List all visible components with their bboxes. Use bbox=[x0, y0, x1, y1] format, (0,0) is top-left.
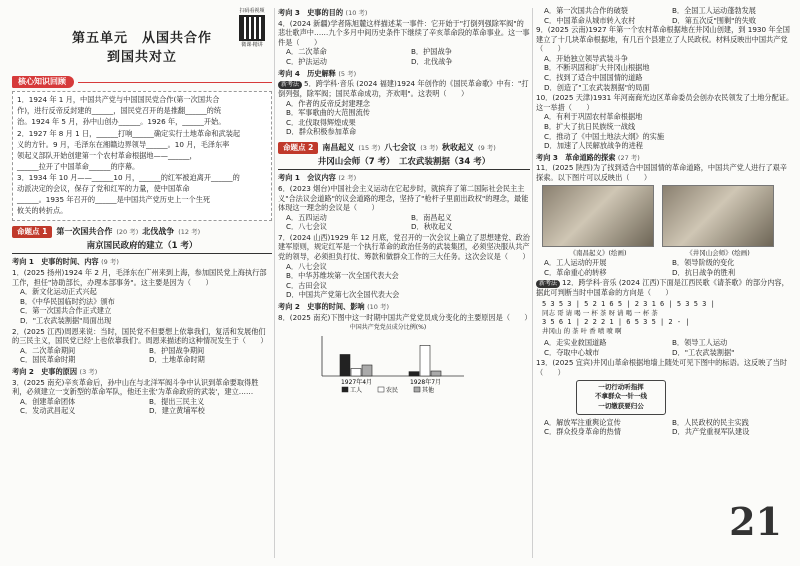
bar-工人 bbox=[340, 355, 350, 377]
legend-swatch bbox=[342, 387, 348, 392]
option[interactable]: B．护国战争期间 bbox=[149, 345, 205, 355]
option[interactable]: C．第一次国共合作正式建立 bbox=[20, 306, 112, 316]
option[interactable]: D．抗日战争的胜利 bbox=[672, 267, 736, 277]
legend-label: 农民 bbox=[386, 387, 399, 395]
option[interactable]: B．领导工人运动 bbox=[672, 338, 728, 348]
bar-其他 bbox=[431, 371, 441, 376]
direction-heading: 考向 3 革命道路的探索 (27 考) bbox=[536, 152, 640, 162]
unit-title: 第五单元 从国共合作 到国共对立 bbox=[71, 31, 212, 65]
option[interactable]: C．发动武昌起义 bbox=[20, 406, 76, 416]
option[interactable]: A．有利于巩固农村革命根据地 bbox=[544, 112, 643, 122]
option[interactable]: A．二次革命 bbox=[286, 47, 327, 57]
option[interactable]: D．建立黄埔军校 bbox=[149, 406, 205, 416]
option[interactable]: C．群众投身革命的热情 bbox=[544, 427, 621, 437]
option[interactable]: C．八七会议 bbox=[286, 222, 327, 232]
question-8: 8．(2025 南充)下图中这一时期中国共产党党员成分变化的主要原因是（ ） bbox=[278, 312, 532, 322]
option[interactable]: B．《中华民国临时约法》颁布 bbox=[20, 296, 115, 306]
option[interactable]: D．"工农武装割据"局面出现 bbox=[20, 315, 112, 325]
option[interactable]: B．中华苏维埃第一次全国代表大会 bbox=[286, 271, 399, 281]
jinggangshan-meeting-painting bbox=[662, 185, 774, 247]
option[interactable]: D．创造了"工农武装割据"的局面 bbox=[544, 82, 650, 92]
direction-heading: 考向 1 会议内容 (2 考) bbox=[278, 173, 357, 183]
question-13: 13．(2025 宜宾)井冈山革命根据地墙上随处可见下图中的标语。这反映了当时（ ） 一切行动听指挥 不拿群众一针一线 一切缴获要归公 A．解放军注重舆论宣传 B．人民政权的民主实践 C．群众投身革命的热情 D．共产党重视军队建设 bbox=[536, 358, 794, 437]
image-caption: 《井冈山会师》(绘画) bbox=[686, 249, 750, 258]
option[interactable]: B．护国战争 bbox=[411, 47, 452, 57]
legend-label: 其他 bbox=[422, 387, 435, 395]
option[interactable]: B．全国工人运动蓬勃发展 bbox=[672, 6, 756, 15]
image-caption: 《南昌起义》(绘画) bbox=[569, 249, 627, 258]
option[interactable]: D．第五次反"围剿"的失败 bbox=[672, 15, 757, 25]
question-9: 9．(2025 云南)1927 年第一个农村革命根据地在井冈山创建，到 1930 年全国建立了十几块革命根据地，有几百个县建立了人民政权。材料反映出中国共产党（ ） A．开始独立领导武装斗争 B．不断巩固和扩大井冈山根据地 C．找到了适合中国国情的道路 D．创造了"工农武装割据"的局面 bbox=[536, 25, 794, 92]
slogan-board: 一切行动听指挥 不拿群众一针一线 一切缴获要归公 bbox=[576, 380, 666, 415]
party-composition-chart bbox=[308, 324, 468, 401]
bar-chart-svg bbox=[308, 332, 468, 398]
music-score: 5 3 5 3 | 5 2 1 6 5 | 2 3 1 6 | 5 3 5 3 | 同志 哥 请 喝 一 杯 茶 呀 请 喝 一 杯 茶 3 5 6 1 | 2 2 2 1 | 6 5 3 5 | 2 - | 井冈山 的 茶 叶 香 喷 喷 啊 bbox=[542, 299, 715, 336]
question-2: 2．(2025 江西)周恩来说：当时，国民党不但要想上依靠我们，复活和发展他们的三民主义，国民党已经'上也依靠我们'。周恩来描述的这种情况发生于（ ） A．二次革命期间 B．护国战争期间 C．国民革命时期 D．土地革命时期 bbox=[12, 327, 272, 365]
option[interactable]: D．北伐战争 bbox=[411, 56, 453, 66]
option[interactable]: C．中国革命从城市转入农村 bbox=[544, 15, 636, 25]
option[interactable]: C．推动了《中国土地法大纲》的实施 bbox=[544, 131, 665, 141]
question-10: 10．(2025 天津)1931 年河南商光边区革命委员会创办农民领发了土地分配证。这一举措（ ） A．有利于巩固农村革命根据地 B．扩大了抗日民族统一战线 C．推动了《中国土地法大纲》的实施 D．加速了人民解放战争的进程 bbox=[536, 93, 794, 151]
left-column bbox=[12, 6, 272, 562]
question-4: 4．(2024 新疆)学者陈旭麓这样描述某一事件：它开始于"打倒列强除军阀"的悲壮歌声中……九个多月中间历史条件下继续了辛亥革命段的革命事业。这一事件是（ ） A．二次革命 B．护国战争 C．护法运动 D．北伐战争 bbox=[278, 18, 530, 66]
direction-heading: 考向 1 史事的时间、内容 (9 考) bbox=[12, 257, 119, 267]
legend-swatch bbox=[414, 387, 420, 392]
page-number: 21 bbox=[729, 499, 782, 544]
option[interactable]: A．五四运动 bbox=[286, 212, 327, 222]
option[interactable]: A．工人运动的开展 bbox=[544, 258, 607, 268]
qr-code[interactable]: 扫码看视频 微课·精讲 bbox=[239, 8, 265, 48]
topic-heading-1: 命题点 1 第一次国共合作 (20 考) 北伐战争 (12 考) bbox=[12, 226, 272, 238]
category-label: 1927年4月 bbox=[340, 379, 373, 387]
option[interactable]: B．领导阶级的变化 bbox=[672, 258, 735, 268]
option[interactable]: B．扩大了抗日民族统一战线 bbox=[544, 121, 636, 131]
bar-农民 bbox=[351, 369, 361, 376]
option[interactable]: A．开始独立领导武装斗争 bbox=[544, 53, 628, 63]
option[interactable]: C．北伐取得辉煌成果 bbox=[286, 117, 356, 127]
option[interactable]: D．共产党重视军队建设 bbox=[672, 427, 750, 437]
option[interactable]: C．找到了适合中国国情的道路 bbox=[544, 73, 643, 83]
question-8-options bbox=[536, 6, 794, 25]
option[interactable]: D．"工农武装割据" bbox=[672, 347, 735, 357]
direction-heading: 考向 2 史事的时间、影响 (10 考) bbox=[278, 301, 390, 311]
bar-其他 bbox=[362, 365, 372, 376]
option[interactable]: A．创建革命团体 bbox=[20, 396, 76, 406]
chart-title: 中国共产党党员成分比例(%) bbox=[349, 324, 427, 332]
topic-heading-2: 命题点 2 南昌起义 (15 考) 八七会议 (3 考) 秋收起义 (9 考) bbox=[278, 142, 530, 154]
option[interactable]: D．中国共产党第七次全国代表大会 bbox=[286, 290, 400, 300]
direction-heading: 考向 4 历史解释 (5 考) bbox=[278, 68, 357, 78]
option[interactable]: A．作者的反帝反封建理念 bbox=[286, 98, 370, 108]
question-1: 1．(2025 扬州)1924 年 2 月，毛泽东在广州来到上海，参加国民党上海执行部工作，担任"协助部长，办理本部事务"。这主要是因为（ ） A．新文化运动正式兴起 B．《中华民国临时约法》颁布 C．第一次国共合作正式建立 D．"工农武装割据"局面出现 bbox=[12, 268, 272, 325]
option[interactable]: C．古田会议 bbox=[286, 280, 327, 290]
legend-swatch bbox=[378, 387, 384, 392]
question-6: 6．(2023 烟台)中国社会主义运动在它起步时，就摈弃了第二国际社会民主主义"合法议会道路"的议会道路的理念，坚持了"枪杆子里面出政权"的理念，最能体现这一理念的会议是（ ） A．五四运动 B．南昌起义 C．八七会议 D．秋收起义 bbox=[278, 183, 529, 232]
category-label: 1928年7月 bbox=[409, 379, 442, 387]
section-title: 南京国民政府的建立（1 考） bbox=[12, 241, 272, 254]
option[interactable]: C．夺取中心城市 bbox=[544, 347, 600, 357]
option[interactable]: B．军事歌曲的大范围流传 bbox=[286, 108, 370, 118]
option[interactable]: D．群众积极参加革命 bbox=[286, 127, 357, 137]
question-3: 3．(2025 南充)辛亥革命后，孙中山在与北洋军阀斗争中认识到革命要取得胜利，必须建立一支新型的革命军队，他还主张'为革命政府的武装'，建立…… A．创建革命团体 B．提出三民主义 C．发动武昌起义 D．建立黄埔军校 bbox=[12, 378, 272, 416]
qr-code-icon bbox=[239, 15, 265, 41]
knowledge-box: 1．1924 年 1 月，中国共产党与中国国民党合作(第一次国共合 作)，进行反帝反封建的______，国民党召开的是推翻______的统 治。1924 年 5 月，孙中山创办______。1926 年，______开始。 2．1927 年 8 月 1 日，______打响______确定实行土地革命和武装起 义的方针。9 月，毛泽东在湘赣边界领导______。10 月，毛泽东率 领起义部队开始创建第一个农村革命根据地——______， ______拉开了中国革命______的序幕。 3．1934 年 10 月——______10 月，______的红军被迫离开______的 动派决定的会议，保存了党和红军的力量，使中国革命 ______。1935 年召开的______是中国共产党历史上一个生死 攸关的转折点。 bbox=[12, 91, 272, 221]
question-12: 新考法 12．跨学科·音乐 (2024 江西)下面是江西民歌《请茶歌》的部分内容，据此可判断当时中国革命的方向是（ ） 5 3 5 3 | 5 2 1 6 5 | 2 3 1 6 | 5 3 5 3 | 同志 哥 请 喝 一 杯 茶 呀 请 喝 一 杯 茶 3 5 6 1 | 2 2 2 1 | 6 5 3 5 | 2 - | 井冈山 的 茶 叶 香 喷 喷 啊 A．走实业救国道路 B．领导工人运动 C．夺取中心城市 D．"工农武装割据" bbox=[536, 278, 794, 357]
direction-heading: 考向 3 史事的目的 (10 考) bbox=[278, 8, 368, 17]
direction-heading: 考向 2 史事的原因 (3 考) bbox=[12, 366, 98, 376]
bar-工人 bbox=[409, 372, 419, 376]
option[interactable]: C．国民革命时期 bbox=[20, 355, 76, 365]
option[interactable]: A．八七会议 bbox=[286, 261, 327, 271]
option[interactable]: D．加速了人民解放战争的进程 bbox=[544, 141, 643, 151]
knowledge-label: 核心知识回顾 bbox=[12, 76, 74, 89]
section-title: 井冈山会师（7 考） 工农武装割据（34 考） bbox=[278, 157, 530, 170]
option[interactable]: C．护法运动 bbox=[286, 56, 327, 66]
option[interactable]: C．革命重心的转移 bbox=[544, 267, 607, 277]
new-method-badge: 新考法 bbox=[536, 280, 560, 288]
middle-column bbox=[278, 6, 530, 562]
column-divider bbox=[532, 8, 533, 558]
bar-农民 bbox=[420, 345, 430, 376]
question-11: 11．(2025 陕西)为了找到适合中国国情的革命道路，中国共产党人进行了艰辛探索。以下图片可以反映出（ ） 《南昌起义》(绘画) 《井冈山会师》(绘画) A．工人运动的开展 B．领导阶级的变化 C．革命重心的转移 D．抗日战争的胜利 bbox=[536, 163, 794, 277]
legend-label: 工人 bbox=[350, 387, 363, 395]
new-method-badge: 新考法 bbox=[278, 81, 302, 89]
option[interactable]: A．第一次国共合作的破裂 bbox=[544, 6, 628, 15]
question-5: 新考法 5．跨学科·音乐 (2024 福建)1924 年创作的《国民革命歌》中有："打倒列强，除军阀；国民革命成功，齐欢唱"。这表明（ ） A．作者的反帝反封建理念 B．军事歌曲的大范围流传 C．北伐取得辉煌成果 D．群众积极参加革命 bbox=[278, 79, 529, 137]
option[interactable]: A．二次革命期间 bbox=[20, 345, 76, 355]
option[interactable]: B．不断巩固和扩大井冈山根据地 bbox=[544, 63, 650, 73]
question-7: 7．(2024 山西)1929 年 12 月底，党召开的一次会议上确立了思想建党、政治建军原则，规定红军是一个执行革命的政治任务的武装集团，必须坚决服从共产党的领导，必须担负打仗、筹款和做群众工作的三大任务。这次会议是（ ） A．八七会议 B．中华苏维埃第一次全国代表大会 C．古田会议 D．中国共产党第七次全国代表大会 bbox=[278, 232, 530, 300]
knowledge-banner bbox=[12, 76, 272, 89]
option[interactable]: D．土地革命时期 bbox=[149, 355, 205, 365]
column-divider bbox=[274, 8, 275, 558]
right-column bbox=[536, 6, 794, 562]
option[interactable]: B．提出三民主义 bbox=[149, 396, 205, 406]
option[interactable]: A．解放军注重舆论宣传 bbox=[544, 417, 621, 427]
option[interactable]: A．新文化运动正式兴起 bbox=[20, 287, 97, 297]
option[interactable]: B．人民政权的民主实践 bbox=[672, 417, 749, 427]
nanchang-uprising-painting bbox=[542, 185, 654, 247]
option[interactable]: D．秋收起义 bbox=[411, 222, 453, 232]
option[interactable]: B．南昌起义 bbox=[411, 212, 452, 222]
option[interactable]: A．走实业救国道路 bbox=[544, 338, 607, 348]
